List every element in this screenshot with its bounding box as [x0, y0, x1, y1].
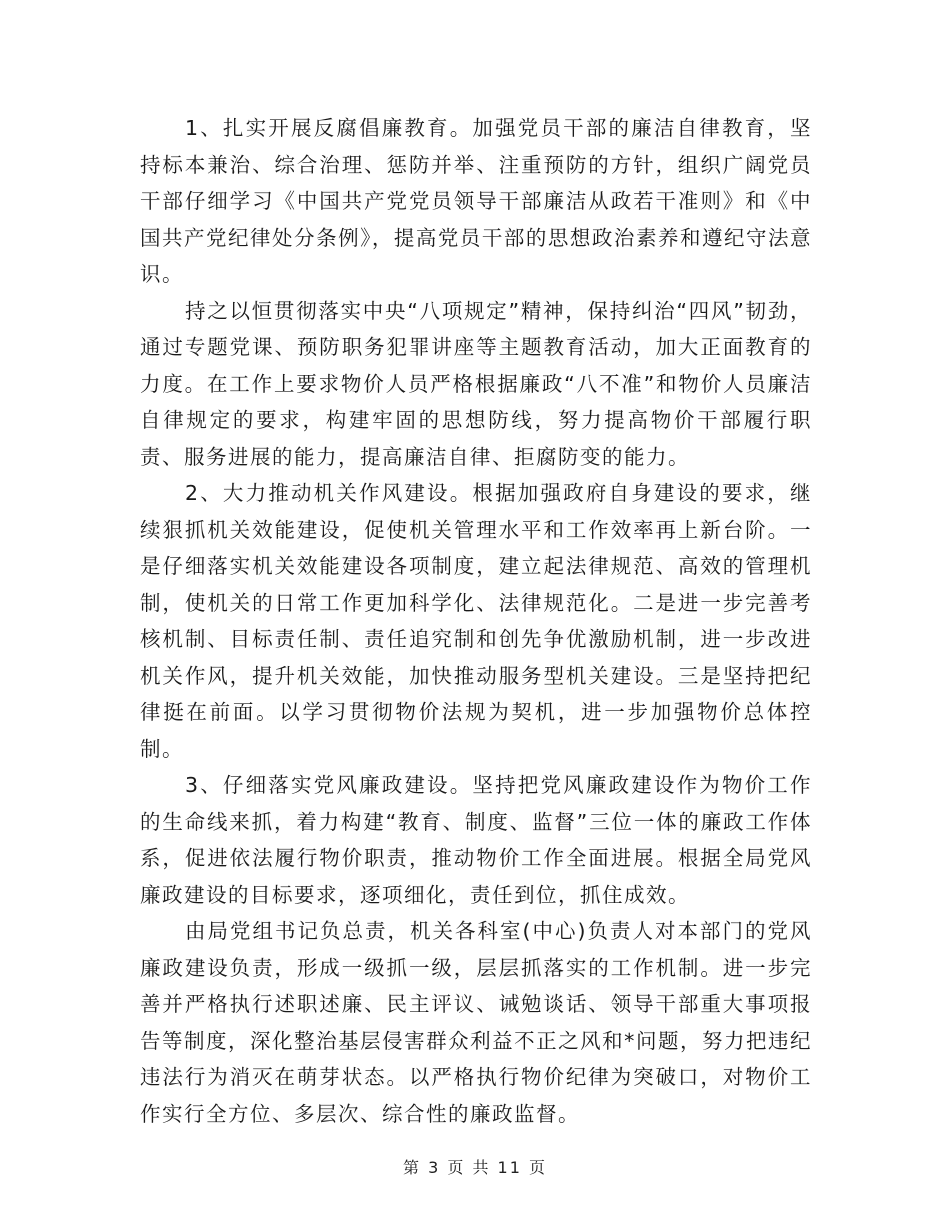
- paragraph-responsibility: 由局党组书记负总责，机关各科室(中心)负责人对本部门的党风廉政建设负责，形成一级抓一级，层层抓落实的工作机制。进一步完善并严格执行述职述廉、民主评议、诫勉谈话、领导干部重大事项报告等制度，深化整治基层侵害群众利益不正之风和*问题，努力把违纪违法行为消灭在萌芽状态。以严格执行物价纪律为突破口，对物价工作实行全方位、多层次、综合性的廉政监督。: [140, 919, 812, 1126]
- paragraph-eight-rules: 持之以恒贯彻落实中央“八项规定”精神，保持纠治“四风”韧劲，通过专题党课、预防职务犯罪讲座等主题教育活动，加大正面教育的力度。在工作上要求物价人员严格根据廉政“八不准”和物价人员廉洁自律规定的要求，构建牢固的思想防线，努力提高物价干部履行职责、服务进展的能力，提高廉洁自律、拒腐防变的能力。: [140, 298, 812, 469]
- paragraph-anti-corruption-education: 1、扎实开展反腐倡廉教育。加强党员干部的廉洁自律教育，坚持标本兼治、综合治理、惩防并举、注重预防的方针，组织广阔党员干部仔细学习《中国共产党党员领导干部廉洁从政若干准则》和《中国共产党纪律处分条例》，提高党员干部的思想政治素养和遵纪守法意识。: [140, 116, 812, 286]
- page-number-footer: 第 3 页 共 11 页: [403, 1158, 547, 1177]
- paragraph-work-style: 2、大力推动机关作风建设。根据加强政府自身建设的要求，继续狠抓机关效能建设，促使机关管理水平和工作效率再上新台阶。一是仔细落实机关效能建设各项制度，建立起法律规范、高效的管理机制，使机关的日常工作更加科学化、法律规范化。二是进一步完善考核机制、目标责任制、责任追究制和创先争优激励机制，进一步改进机关作风，提升机关效能，加快推动服务型机关建设。三是坚持把纪律挺在前面。以学习贯彻物价法规为契机，进一步加强物价总体控制。: [140, 481, 812, 761]
- document-body: [140, 110, 812, 1132]
- paragraph-clean-government: 3、仔细落实党风廉政建设。坚持把党风廉政建设作为物价工作的生命线来抓，着力构建“教育、制度、监督”三位一体的廉政工作体系，促进依法履行物价职责，推动物价工作全面进展。根据全局党风廉政建设的目标要求，逐项细化，责任到位，抓住成效。: [140, 773, 812, 907]
